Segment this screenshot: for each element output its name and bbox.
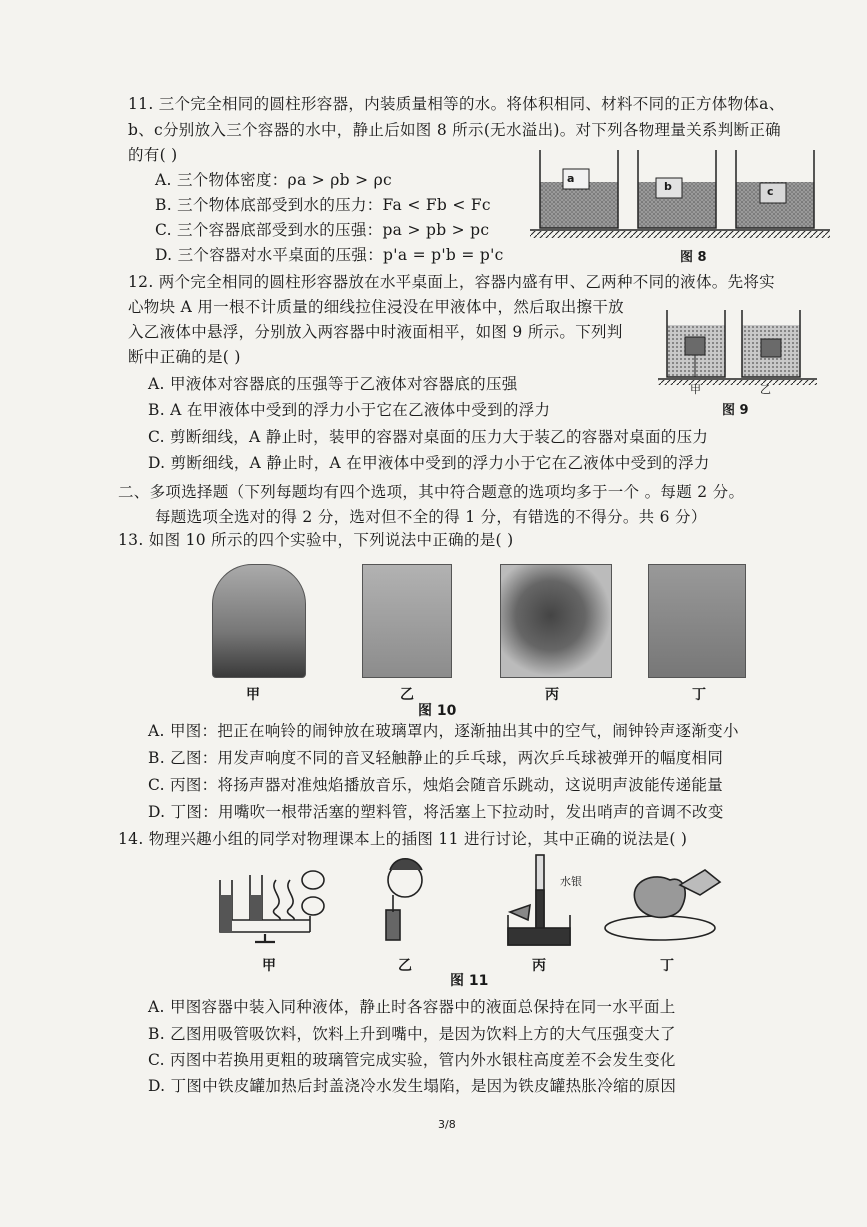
q13-option-c: C. 丙图：将扬声器对准烛焰播放音乐，烛焰会随音乐跳动，这说明声波能传递能量	[148, 776, 724, 794]
section2-scoring: 每题选项全选对的得 2 分，选对但不全的得 1 分，有错选的不得分。共 6 分）	[155, 508, 707, 526]
figure-8-label-a: a	[567, 172, 575, 185]
q14-option-b: B. 乙图用吸管吸饮料，饮料上升到嘴中，是因为饮料上方的大气压强变大了	[148, 1025, 676, 1043]
q14-stem: 14. 物理兴趣小组的同学对物理课本上的插图 11 进行讨论，其中正确的说法是( )	[118, 830, 688, 848]
q11-option-d: D. 三个容器对水平桌面的压强：p'a = p'b = p'c	[155, 246, 504, 264]
q13-option-d: D. 丁图：用嘴吹一根带活塞的塑料管，将活塞上下拉动时，发出哨声的音调不改变	[148, 803, 724, 821]
figure-8	[525, 145, 840, 245]
figure-9	[655, 305, 820, 395]
figure-11-label-bing: 丙	[532, 958, 546, 974]
figure-10-label-bing: 丙	[545, 687, 559, 703]
q11-stem-line1: 11. 三个完全相同的圆柱形容器，内装质量相等的水。将体积相同、材料不同的正方体物体a、	[128, 95, 785, 113]
q11-stem-line3: 的有( )	[128, 146, 178, 164]
q12-stem-line2: 心物块 A 用一根不计质量的细线拉住浸没在甲液体中，然后取出擦干放	[128, 298, 624, 316]
q14-option-c: C. 丙图中若换用更粗的玻璃管完成实验，管内外水银柱高度差不会发生变化	[148, 1051, 676, 1069]
q12-stem-line4: 断中正确的是( )	[128, 348, 241, 366]
figure-10-photo-bing	[500, 564, 612, 678]
figure-10-label-jia: 甲	[246, 687, 260, 703]
figure-11-collapsing-can	[605, 870, 720, 940]
figure-9-label-yi: 乙	[760, 383, 771, 396]
figure-10-label-ding: 丁	[692, 687, 706, 703]
figure-10-photo-yi	[362, 564, 452, 678]
q11-option-c: C. 三个容器底部受到水的压强：pa > pb > pc	[155, 221, 490, 239]
page-number: 3/8	[438, 1118, 456, 1131]
q12-stem-line1: 12. 两个完全相同的圆柱形容器放在水平桌面上，容器内盛有甲、乙两种不同的液体。先将实	[128, 273, 775, 291]
figure-11-torricelli-tube	[508, 855, 570, 945]
figure-11-label-jia: 甲	[262, 958, 276, 974]
figure-9-caption: 图 9	[722, 403, 749, 418]
figure-10-label-yi: 乙	[400, 687, 414, 703]
q13-option-a: A. 甲图：把正在响铃的闹钟放在玻璃罩内，逐渐抽出其中的空气，闹钟铃声逐渐变小	[148, 722, 739, 740]
q11-option-b: B. 三个物体底部受到水的压力：Fa < Fb < Fc	[155, 196, 491, 214]
section2-heading: 二、多项选择题（下列每题均有四个选项，其中符合题意的选项均多于一个 。每题 2 分。	[118, 483, 745, 501]
q11-option-a: A. 三个物体密度：ρa > ρb > ρc	[155, 171, 393, 189]
q14-option-d: D. 丁图中铁皮罐加热后封盖浇冷水发生塌陷，是因为铁皮罐热胀冷缩的原因	[148, 1077, 677, 1095]
figure-11-label-ding: 丁	[660, 958, 674, 974]
figure-10-photo-jia	[212, 564, 306, 678]
q14-option-a: A. 甲图容器中装入同种液体，静止时各容器中的液面总保持在同一水平面上	[148, 998, 676, 1016]
figure-11-mercury-label: 水银	[560, 875, 582, 888]
q13-stem: 13. 如图 10 所示的四个实验中，下列说法中正确的是( )	[118, 531, 514, 549]
figure-10-caption: 图 10	[418, 703, 457, 719]
figure-10-photo-ding	[648, 564, 746, 678]
q13-option-b: B. 乙图：用发声响度不同的音叉轻触静止的乒乓球，两次乒乓球被弹开的幅度相同	[148, 749, 724, 767]
figure-8-label-b: b	[664, 180, 672, 193]
figure-11-straw-drinking	[386, 859, 422, 940]
figure-11-connected-vessels	[220, 871, 324, 942]
figure-11	[210, 850, 740, 950]
q12-stem-line3: 入乙液体中悬浮，分别放入两容器中时液面相平，如图 9 所示。下列判	[128, 323, 623, 341]
figure-8-label-c: c	[767, 185, 774, 198]
q12-option-b: B. A 在甲液体中受到的浮力小于它在乙液体中受到的浮力	[148, 401, 551, 419]
figure-9-label-jia: 甲	[690, 383, 701, 396]
q12-option-d: D. 剪断细线，A 静止时，A 在甲液体中受到的浮力小于它在乙液体中受到的浮力	[148, 454, 710, 472]
q11-stem-line2: b、c分别放入三个容器的水中，静止后如图 8 所示(无水溢出)。对下列各物理量关系判断正确	[128, 121, 781, 139]
figure-11-label-yi: 乙	[398, 958, 412, 974]
figure-11-caption: 图 11	[450, 973, 489, 989]
figure-8-caption: 图 8	[680, 250, 707, 265]
q12-option-c: C. 剪断细线，A 静止时，装甲的容器对桌面的压力大于装乙的容器对桌面的压力	[148, 428, 709, 446]
q12-option-a: A. 甲液体对容器底的压强等于乙液体对容器底的压强	[148, 375, 518, 393]
